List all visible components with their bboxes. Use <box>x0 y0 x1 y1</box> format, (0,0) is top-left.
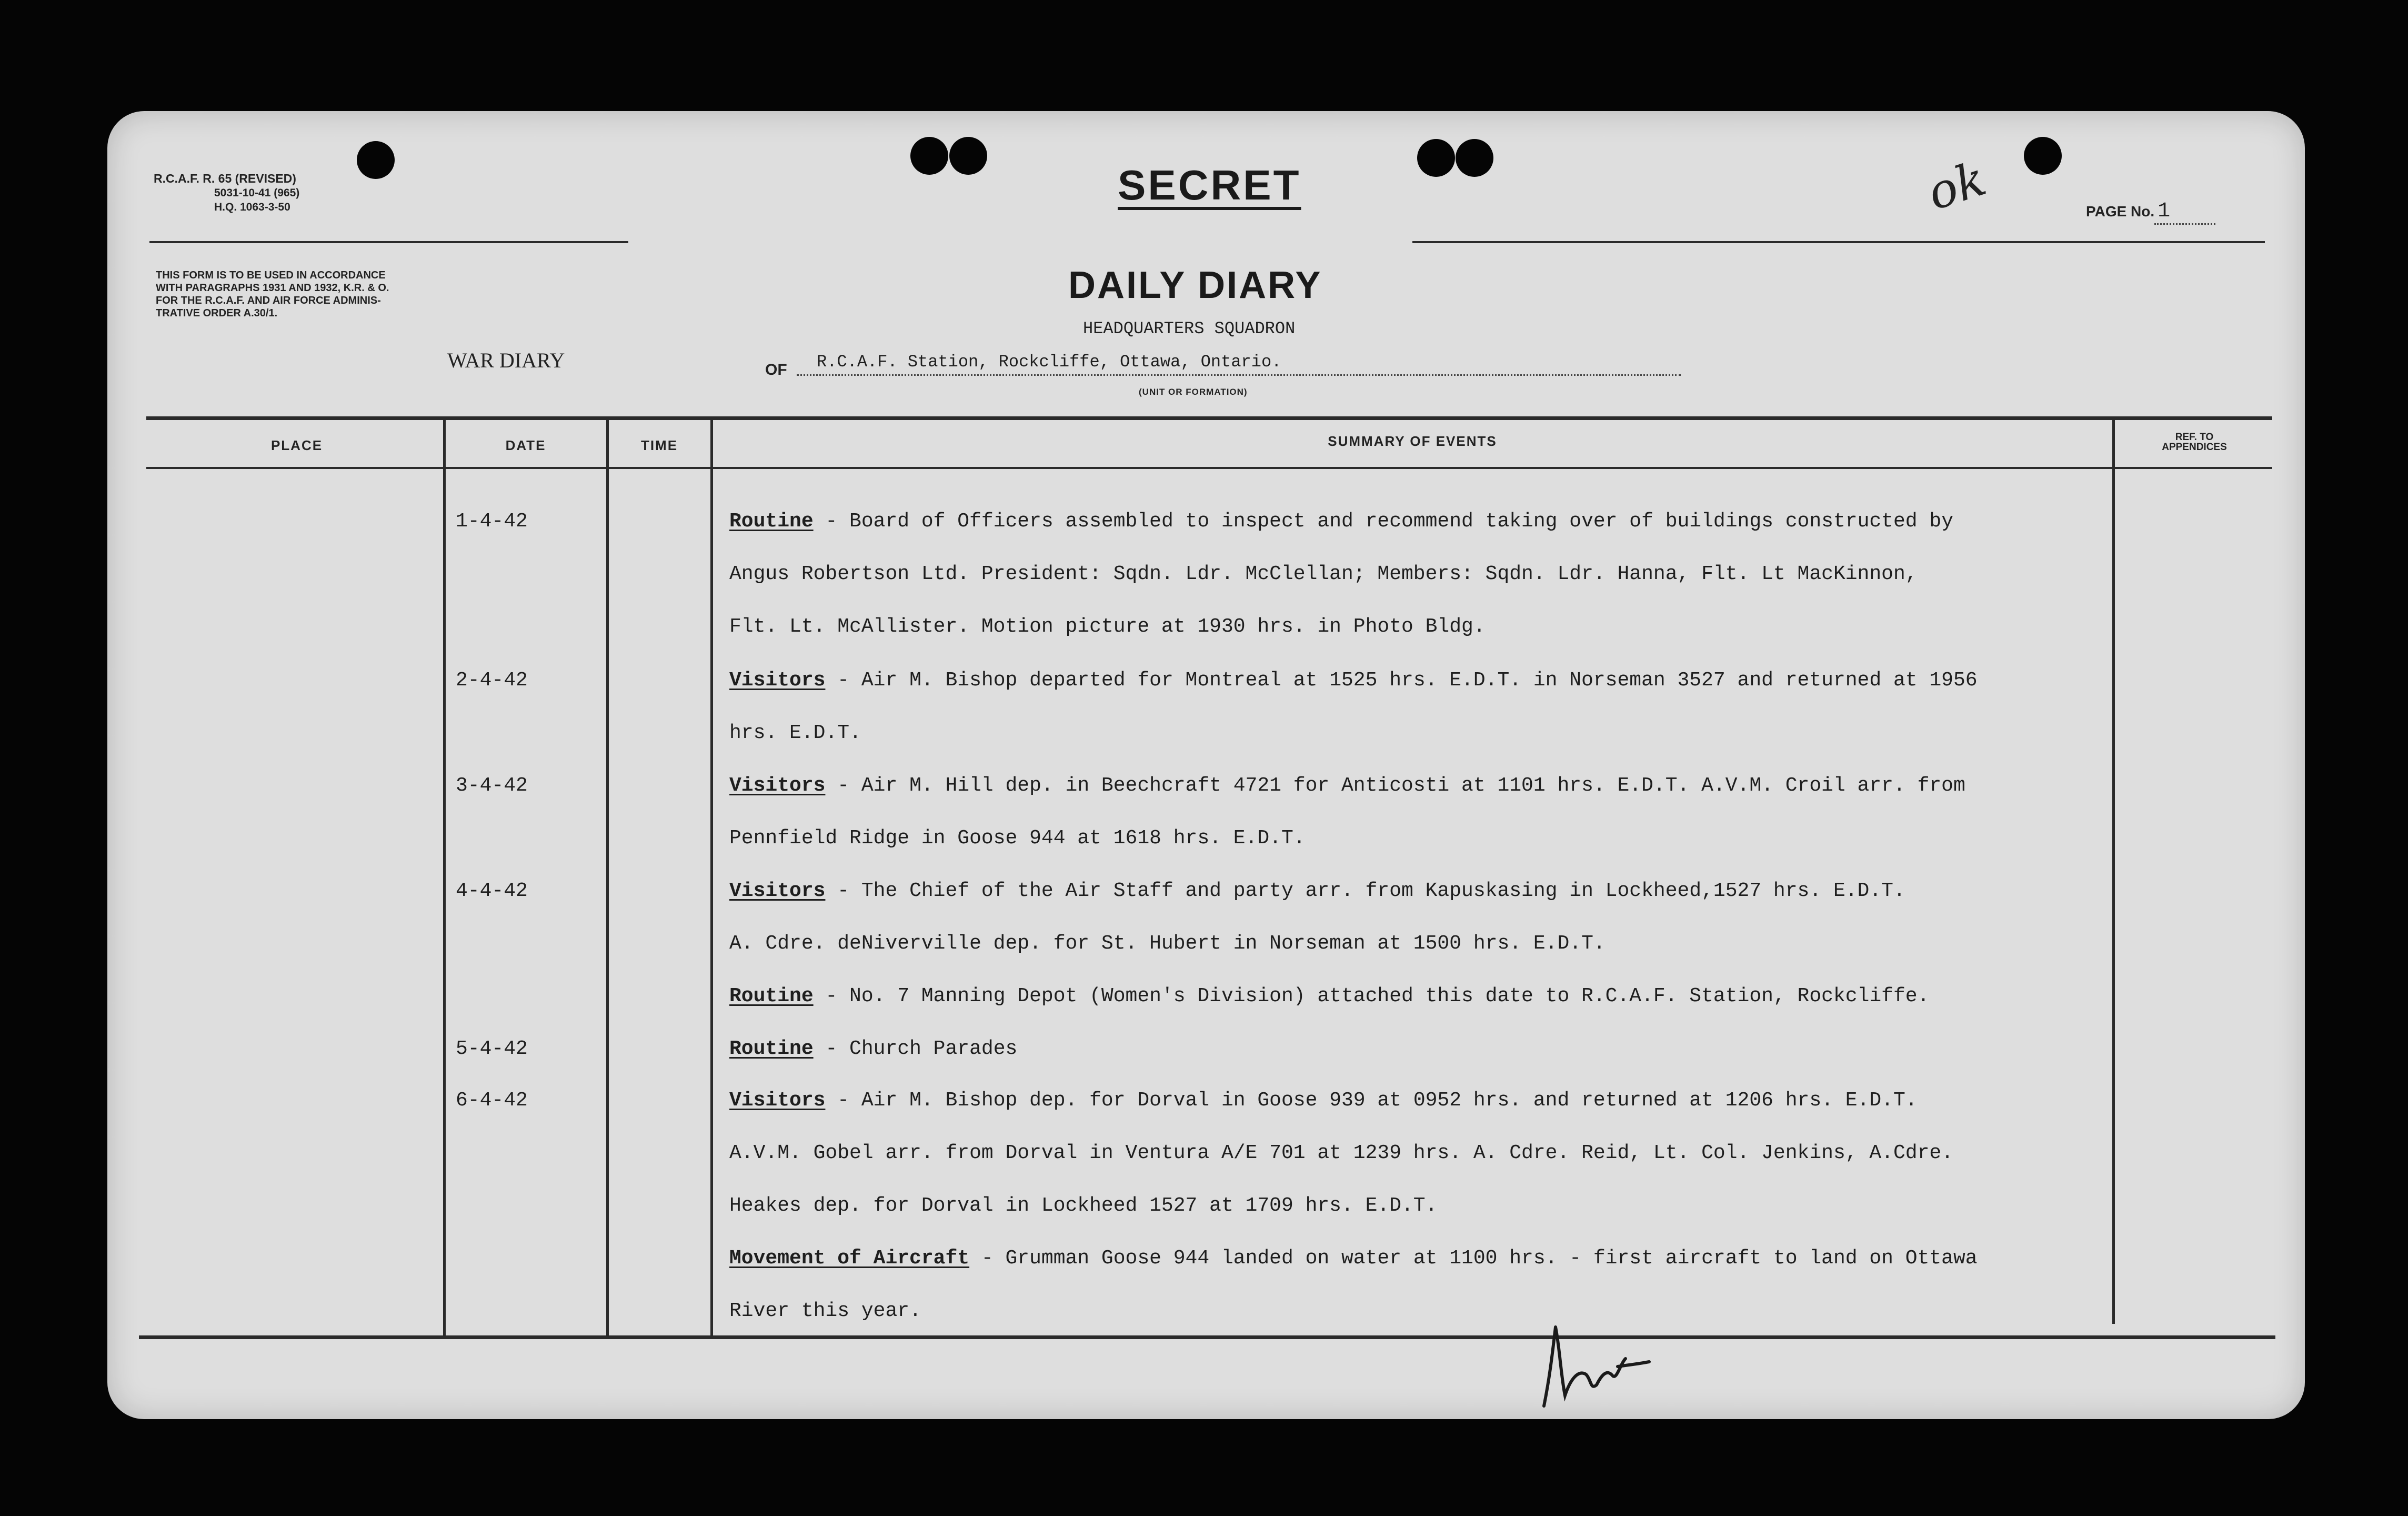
entry-date: 3-4-42 <box>456 774 528 797</box>
summary-line <box>729 510 1953 533</box>
punch-hole <box>1417 139 1455 177</box>
handwritten-initials: ok <box>1921 151 1993 222</box>
summary-line <box>729 1194 1437 1217</box>
category-label: Movement of Aircraft <box>729 1247 970 1270</box>
punch-hole <box>949 137 987 175</box>
table-header-rule <box>146 467 2272 469</box>
summary-text: - The Chief of the Air Staff and party arr. from Kapuskasing in Lockheed,1527 hrs. E.D.T. <box>825 880 1905 902</box>
summary-text: - Air M. Bishop dep. for Dorval in Goose 939 at 0952 hrs. and returned at 1206 hrs. E.D.T. <box>825 1089 1918 1112</box>
summary-text: - Air M. Hill dep. in Beechcraft 4721 for Anticosti at 1101 hrs. E.D.T. A.V.M. Croil arr. from <box>825 774 1965 797</box>
column-divider-ref <box>2112 418 2115 1324</box>
of-label: OF <box>765 361 787 378</box>
summary-line <box>729 1300 921 1322</box>
punch-hole <box>910 137 948 175</box>
summary-text: hrs. E.D.T. <box>729 722 861 744</box>
table-bottom-rule <box>139 1335 2275 1339</box>
form-number: R.C.A.F. R. 65 (REVISED) <box>154 172 296 185</box>
summary-text: - Church Parades <box>813 1038 1018 1060</box>
column-header-date: DATE <box>505 437 546 453</box>
summary-text: Angus Robertson Ltd. President: Sqdn. Ldr. McClellan; Members: Sqdn. Ldr. Hanna, Flt. Lt MacKinnon, <box>729 563 1918 585</box>
summary-line <box>729 774 1965 797</box>
summary-line <box>729 563 1918 585</box>
summary-text: - No. 7 Manning Depot (Women's Division) attached this date to R.C.A.F. Station, Rockcliffe. <box>813 985 1930 1008</box>
table-top-rule <box>146 416 2272 420</box>
form-title: DAILY DIARY <box>1068 264 1322 306</box>
entry-date: 4-4-42 <box>456 880 528 902</box>
punch-hole <box>357 141 395 179</box>
notice-line: THIS FORM IS TO BE USED IN ACCORDANCE <box>156 270 386 281</box>
notice-line: TRATIVE ORDER A.30/1. <box>156 307 278 319</box>
header-rule-left <box>149 241 628 243</box>
summary-line <box>729 932 1606 955</box>
summary-line <box>729 827 1306 850</box>
summary-text: A.V.M. Gobel arr. from Dorval in Ventura A/E 701 at 1239 hrs. A. Cdre. Reid, Lt. Col. Jenkins, A.Cdre. <box>729 1142 1953 1164</box>
summary-line <box>729 880 1905 902</box>
summary-line <box>729 1038 1017 1060</box>
summary-line <box>729 669 1978 692</box>
unit-line-rule <box>797 374 1681 376</box>
category-label: Visitors <box>729 1089 826 1112</box>
summary-line <box>729 615 1486 638</box>
summary-line <box>729 722 861 744</box>
category-label: Routine <box>729 1038 814 1060</box>
entry-date: 1-4-42 <box>456 510 528 533</box>
summary-line <box>729 1247 1978 1270</box>
page-number-value: 1 <box>2154 200 2215 225</box>
page-number-label: PAGE No. <box>2086 203 2155 220</box>
category-label: Visitors <box>729 669 826 692</box>
summary-line <box>729 1089 1918 1112</box>
notice-line: WITH PARAGRAPHS 1931 AND 1932, K.R. & O. <box>156 282 389 294</box>
header-rule-right <box>1412 241 2265 243</box>
category-label: Visitors <box>729 774 826 797</box>
column-header-ref <box>2115 432 2273 452</box>
form-print-code: 5031-10-41 (965) <box>214 187 300 199</box>
ref-label-line: APPENDICES <box>2162 442 2227 453</box>
entry-date: 2-4-42 <box>456 669 528 692</box>
punch-hole <box>1456 139 1493 177</box>
summary-line <box>729 985 1929 1008</box>
column-header-summary: SUMMARY OF EVENTS <box>1328 433 1497 449</box>
entry-date: 5-4-42 <box>456 1038 528 1060</box>
summary-text: - Grumman Goose 944 landed on water at 1100 hrs. - first aircraft to land on Ottawa <box>969 1247 1978 1270</box>
column-divider-place <box>443 418 446 1337</box>
ref-label-line: REF. TO <box>2175 432 2214 443</box>
category-label: Routine <box>729 510 814 533</box>
column-header-place: PLACE <box>270 437 323 453</box>
summary-line <box>729 1142 1953 1164</box>
notice-line: FOR THE R.C.A.F. AND AIR FORCE ADMINIS- <box>156 295 381 306</box>
form-reference <box>154 172 299 214</box>
diary-form-card <box>107 111 2305 1419</box>
unit-caption: (UNIT OR FORMATION) <box>1139 387 1248 397</box>
summary-text: - Board of Officers assembled to inspect and recommend taking over of buildings constructed by <box>813 510 1953 533</box>
handwritten-signature <box>1528 1316 1665 1417</box>
unit-line-2: R.C.A.F. Station, Rockcliffe, Ottawa, Ontario. <box>817 352 1282 372</box>
classification-title: SECRET <box>1118 162 1301 208</box>
column-divider-date <box>606 418 609 1337</box>
usage-notice <box>156 269 577 320</box>
summary-text: Heakes dep. for Dorval in Lockheed 1527 at 1709 hrs. E.D.T. <box>729 1194 1438 1217</box>
form-hq-code: H.Q. 1063-3-50 <box>214 201 290 213</box>
summary-text: Flt. Lt. McAllister. Motion picture at 1930 hrs. in Photo Bldg. <box>729 615 1486 638</box>
war-diary-label: WAR DIARY <box>447 348 565 372</box>
summary-text: A. Cdre. deNiverville dep. for St. Hubert in Norseman at 1500 hrs. E.D.T. <box>729 932 1606 955</box>
column-header-time: TIME <box>640 437 678 453</box>
entry-date: 6-4-42 <box>456 1089 528 1112</box>
category-label: Visitors <box>729 880 826 902</box>
column-divider-time <box>710 418 713 1337</box>
category-label: Routine <box>729 985 814 1008</box>
summary-text: River this year. <box>729 1300 921 1322</box>
page-number <box>2086 200 2215 225</box>
punch-hole <box>2024 137 2062 175</box>
summary-text: Pennfield Ridge in Goose 944 at 1618 hrs. E.D.T. <box>729 827 1306 850</box>
unit-line-1: HEADQUARTERS SQUADRON <box>1083 319 1296 338</box>
summary-text: - Air M. Bishop departed for Montreal at 1525 hrs. E.D.T. in Norseman 3527 and returned at 1956 <box>825 669 1978 692</box>
